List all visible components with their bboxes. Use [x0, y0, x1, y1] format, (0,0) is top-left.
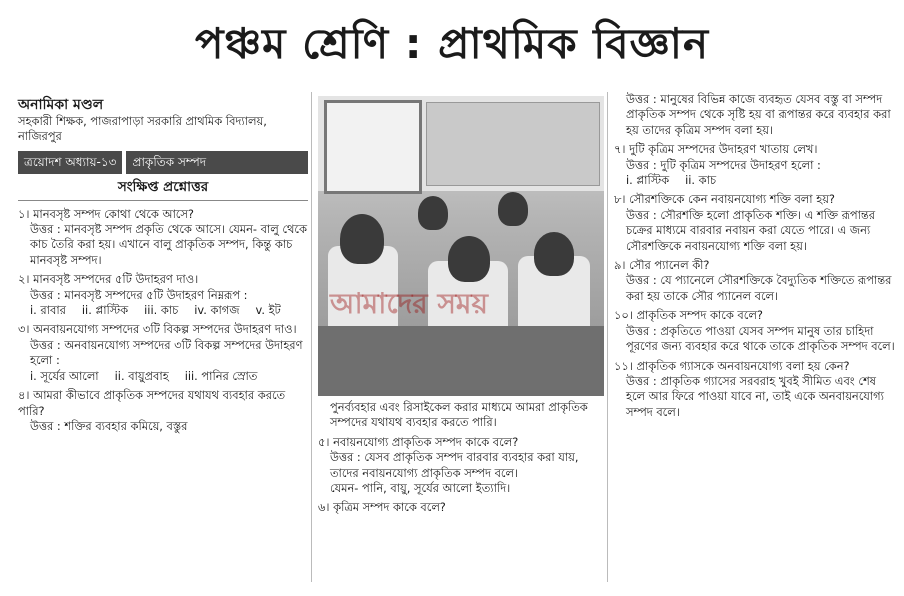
list-item: i. রাবার — [30, 303, 66, 318]
qa-item — [614, 308, 896, 354]
chapter-name: প্রাকৃতিক সম্পদ — [126, 151, 308, 174]
answer: উত্তর : মানবসৃষ্ট সম্পদ প্রকৃতি থেকে আসে। যেমন- বালু থেকে কাচ তৈরি করা হয়। এখানে বালু প্রাকৃতিক সম্পদ, কিন্তু কাচ মানবসৃষ্ট সম্পদ। — [30, 222, 307, 267]
answer: উত্তর : শক্তির ব্যবহার কমিয়ে, বস্তুর — [30, 418, 188, 433]
question: ৩। অনবায়নযোগ্য সম্পদের ৩টি বিকল্প সম্পদের উদাহরণ দাও। — [18, 322, 297, 337]
answer: উত্তর : মানুষের বিভিন্ন কাজে ব্যবহৃত যেসব বস্তু বা সম্পদ প্রাকৃতিক সম্পদ থেকে সৃষ্টি হয় বা রূপান্তর করে ব্যবহার করা হয় তাদের কৃত্রিম সম্পদ বলা হয়। — [626, 92, 891, 137]
qa-item — [18, 272, 308, 318]
answer: উত্তর : যেসব প্রাকৃতিক সম্পদ বারবার ব্যবহার করা যায়, তাদের নবায়নযোগ্য প্রাকৃতিক সম্পদ বলে। — [330, 450, 579, 480]
question: ২। মানবসৃষ্ট সম্পদের ৫টি উদাহরণ দাও। — [18, 272, 199, 287]
column-middle — [318, 400, 598, 520]
answer: উত্তর : সৌরশক্তি হলো প্রাকৃতিক শক্তি। এ শক্তি রূপান্তর চক্রের মাধ্যমে বারবার নবায়ন করা যেতে পারে। এ জন্য সৌরশক্তিকে নবায়নযোগ্য শক্তি বলা হয়। — [626, 207, 876, 253]
list-item: v. ইট — [255, 303, 281, 318]
answer: উত্তর : অনবায়নযোগ্য সম্পদের ৩টি বিকল্প সম্পদের উদাহরণ হলো : — [30, 337, 303, 368]
list-item: iii. পানির স্রোত — [184, 368, 258, 383]
answer: উত্তর : প্রাকৃতিক গ্যাসের সরবরাহ খুবই সীমিত এবং শেষ হলে আর ফিরে পাওয়া যাবে না, তাই একে অনবায়নযোগ্য সম্পদ বলে। — [626, 373, 884, 419]
photo-student-head — [448, 236, 490, 282]
divider — [18, 200, 308, 201]
column-divider — [311, 92, 312, 582]
page-title: পঞ্চম শ্রেণি : প্রাথমিক বিজ্ঞান — [194, 19, 710, 68]
question: ৬। কৃত্রিম সম্পদ কাকে বলে? — [318, 500, 446, 515]
chapter-number: ত্রয়োদশ অধ্যায়-১৩ — [18, 151, 122, 174]
list-item: i. সূর্যের আলো — [30, 368, 99, 383]
chapter-bar — [18, 151, 308, 174]
list-item: i. প্লাস্টিক — [626, 173, 670, 188]
watermark: আমাদের সময় — [330, 287, 488, 320]
photo-window — [324, 100, 422, 194]
question: ৪। আমরা কীভাবে প্রাকৃতিক সম্পদের যথাযথ ব্যবহার করতে পারি? — [18, 388, 286, 418]
question: ৭। দুটি কৃত্রিম সম্পদের উদাহরণ খাতায় লেখ। — [614, 142, 818, 157]
qa-item — [614, 258, 896, 304]
answer-list — [18, 369, 308, 384]
qa-item — [318, 500, 598, 515]
photo-student-head — [340, 214, 384, 264]
question: ৮। সৌরশক্তিকে কেন নবায়নযোগ্য শক্তি বলা হয়? — [614, 192, 835, 207]
question: ১১। প্রাকৃতিক গ্যাসকে অনবায়নযোগ্য বলা হয় কেন? — [614, 358, 850, 373]
photo-student-head — [418, 196, 448, 230]
question: ৯। সৌর প্যানেল কী? — [614, 258, 710, 273]
qa-item — [614, 359, 896, 421]
qa-item — [18, 322, 308, 384]
column-left — [18, 96, 308, 438]
column-right — [614, 92, 896, 424]
answer: উত্তর : প্রকৃতিতে পাওয়া যেসব সম্পদ মানুষ তার চাহিদা পূরণের জন্য ব্যবহার করে থাকে তাকে প্রাকৃতিক সম্পদ বলে। — [626, 323, 895, 354]
list-item: ii. কাচ — [685, 173, 717, 188]
column-divider — [607, 92, 608, 582]
list-item: iv. কাগজ — [194, 303, 240, 318]
qa-item — [18, 207, 308, 269]
question: ১০। প্রাকৃতিক সম্পদ কাকে বলে? — [614, 308, 763, 323]
classroom-photo — [318, 96, 604, 396]
author-name: অনামিকা মণ্ডল — [18, 97, 104, 113]
list-item: iii. কাচ — [144, 303, 179, 318]
section-heading: সংক্ষিপ্ত প্রশ্নোত্তর — [117, 179, 209, 196]
answer-list — [614, 173, 896, 188]
list-item: ii. প্লাস্টিক — [81, 303, 129, 318]
answer-list — [18, 303, 308, 318]
qa-item — [614, 142, 896, 188]
answer-continued: পুনর্ব্যবহার এবং রিসাইকেল করার মাধ্যমে আমরা প্রাকৃতিক সম্পদের যথাযথ ব্যবহার করতে পারি। — [330, 400, 588, 430]
answer-example: যেমন- পানি, বায়ু, সূর্যের আলো ইত্যাদি। — [330, 481, 511, 496]
qa-item — [614, 192, 896, 254]
answer: উত্তর : যে প্যানেলে সৌরশক্তিকে বৈদ্যুতিক শক্তিতে রূপান্তর করা হয় তাকে সৌর প্যানেল বলে। — [626, 273, 892, 303]
photo-student-head — [534, 232, 574, 276]
question: ৫। নবায়নযোগ্য প্রাকৃতিক সম্পদ কাকে বলে? — [318, 434, 519, 449]
photo-mural — [426, 102, 600, 186]
list-item: ii. বায়ুপ্রবাহ — [114, 368, 169, 383]
author-designation: সহকারী শিক্ষক, পাজরাপাড়া সরকারি প্রাথমিক বিদ্যালয়, নাজিরপুর — [18, 114, 267, 144]
qa-item — [18, 388, 308, 434]
question: ১। মানবসৃষ্ট সম্পদ কোথা থেকে আসে? — [18, 206, 194, 221]
photo-student-head — [498, 192, 528, 226]
answer: উত্তর : দুটি কৃত্রিম সম্পদের উদাহরণ হলো : — [626, 157, 821, 172]
qa-item — [318, 435, 598, 497]
photo-desk — [318, 326, 604, 396]
answer: উত্তর : মানবসৃষ্ট সম্পদের ৫টি উদাহরণ নিম্নরূপ : — [30, 287, 248, 302]
